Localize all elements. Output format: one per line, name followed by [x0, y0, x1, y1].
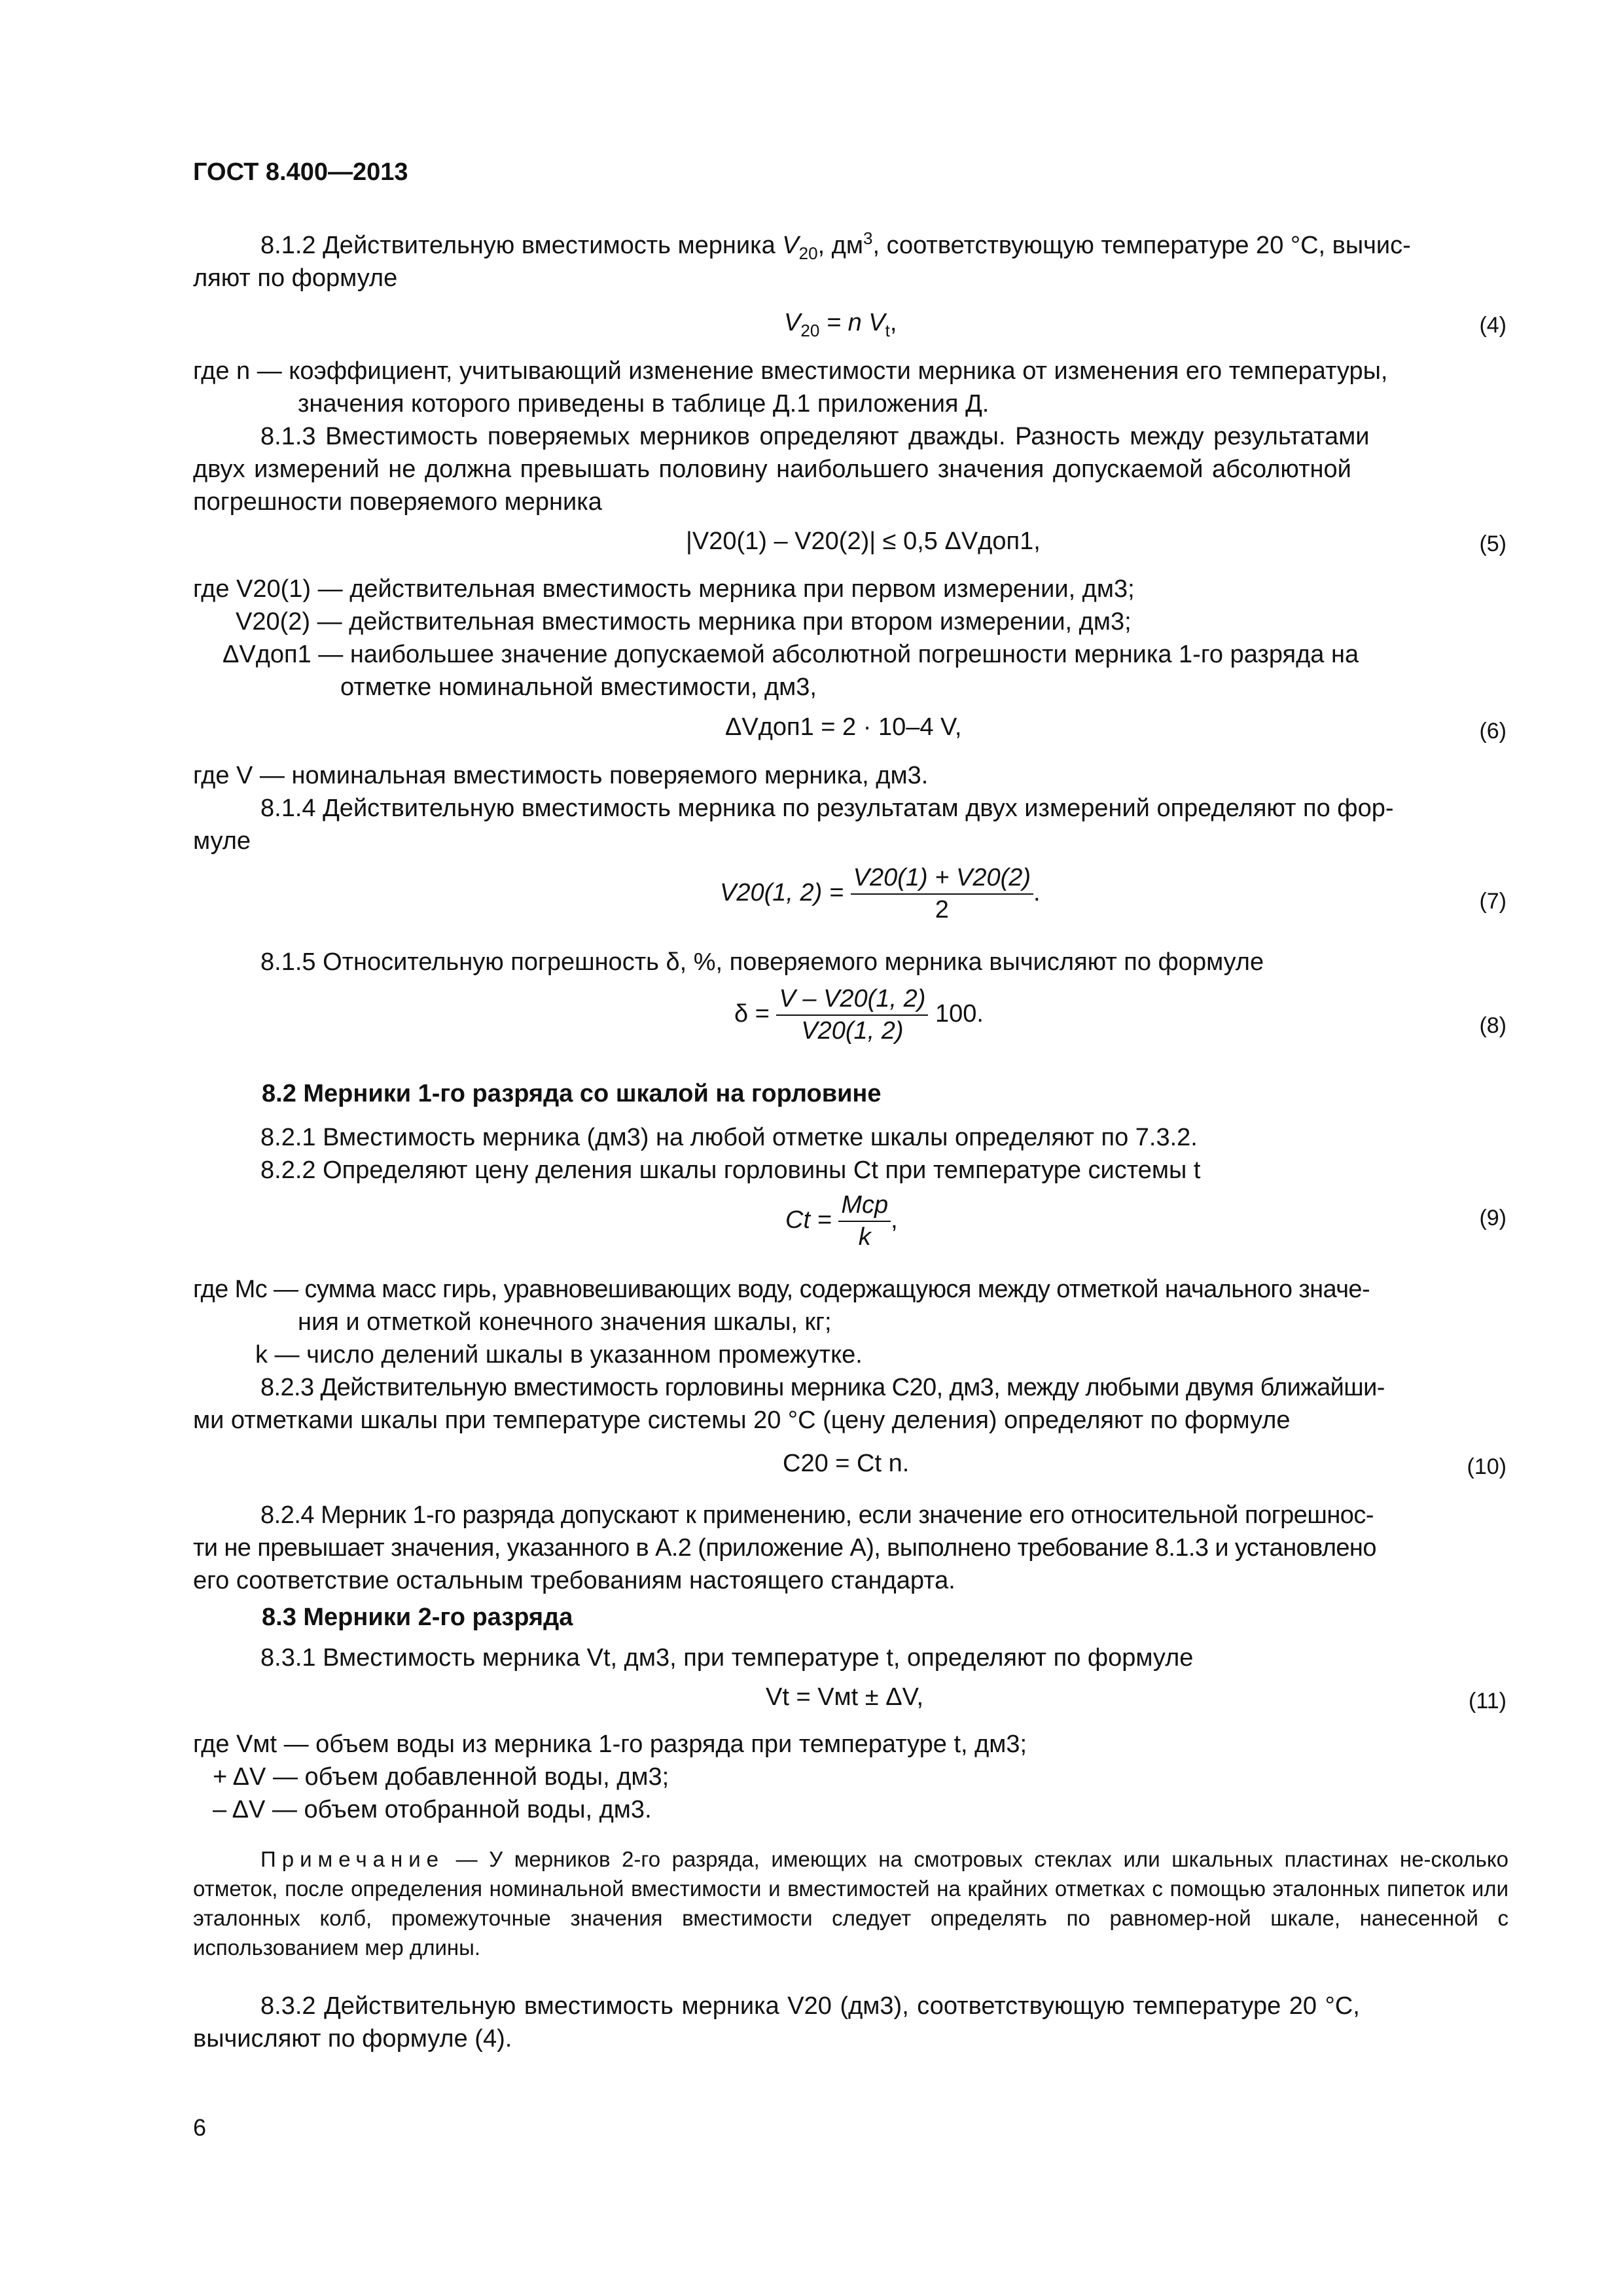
paragraph-8-2-2: 8.2.2 Определяют цену деления шкалы горловины Ct при температуре системы t	[260, 1157, 1201, 1184]
paragraph-8-1-5: 8.1.5 Относительную погрешность δ, %, поверяемого мерника вычисляют по формуле	[260, 948, 1264, 976]
paragraph-8-1-2	[260, 229, 1411, 262]
text: , дм	[817, 232, 863, 259]
equation-number-8: (8)	[1479, 1013, 1507, 1038]
fraction	[851, 864, 1033, 924]
where-clause-9-line3: k — число делений шкалы в указанном промежутке.	[255, 1341, 863, 1369]
equation-6: ΔVдоп1 = 2 · 10–4 V,	[725, 713, 962, 741]
paragraph-8-1-3-line3: погрешности поверяемого мерника	[193, 488, 602, 516]
equation-number-11: (11)	[1469, 1689, 1507, 1713]
fraction	[776, 985, 928, 1045]
equation-9: Ct = $\frac{\text{Mcp}}{k}$ ,	[785, 1191, 898, 1251]
equation-7: V20(1, 2) = $\frac{V20(1) + V20(2)}{2}$ .	[720, 864, 1041, 924]
expression: = n V	[819, 309, 885, 336]
denominator: V20(1, 2)	[801, 1017, 904, 1045]
note-block	[193, 1844, 1508, 1962]
equation-5: |V20(1) – V20(2)| ≤ 0,5 ΔVдоп1,	[686, 528, 1041, 555]
text: , соответствующую температуре 20 °С, вычис-	[872, 232, 1411, 259]
equation-number-6: (6)	[1479, 719, 1507, 744]
numerator: Mcp	[838, 1191, 891, 1222]
where-clause-4: где n — коэффициент, учитывающий изменение вместимости мерника от изменения его температуры,	[193, 357, 1388, 385]
paragraph-8-1-2-line2: ляют по формуле	[193, 264, 398, 292]
where-clause-5-row2: V20(2) — действительная вместимость мерника при втором измерении, дм3;	[236, 608, 1132, 636]
where-clause-4-line2: значения которого приведены в таблице Д.1 приложения Д.	[298, 390, 990, 418]
lhs: δ =	[734, 1000, 770, 1028]
where-clause-11-row2: + ΔV — объем добавленной воды, дм3;	[213, 1763, 669, 1791]
equation-4	[784, 309, 897, 340]
where-clause-5-row3: ΔVдоп1 — наибольшее значение допускаемой абсолютной погрешности мерника 1-го разряда на	[223, 641, 1359, 668]
equation-11: Vt = Vмt ± ΔV,	[766, 1683, 924, 1711]
note-label: Примечание	[260, 1847, 445, 1871]
paragraph-8-2-4-line1: 8.2.4 Мерник 1-го разряда допускают к применению, если значение его относительной погрешнос-	[260, 1501, 1374, 1529]
lhs: V20(1, 2) =	[720, 879, 844, 907]
superscript: 3	[863, 228, 873, 248]
lhs: Ct =	[785, 1206, 832, 1234]
equation-number-10: (10)	[1467, 1454, 1507, 1479]
paragraph-8-1-4-line1: 8.1.4 Действительную вместимость мерника по результатам двух измерений определяют по фор-	[260, 795, 1394, 822]
section-heading-8-3: 8.3 Мерники 2-го разряда	[262, 1604, 573, 1631]
subscript: t	[885, 321, 890, 340]
equation-number-5: (5)	[1479, 531, 1507, 556]
where-clause-5-row3b: отметке номинальной вместимости, дм3,	[340, 673, 817, 701]
numerator: V – V20(1, 2)	[776, 985, 928, 1016]
section-heading-8-2: 8.2 Мерники 1-го разряда со шкалой на горловине	[262, 1080, 882, 1107]
denominator: 2	[935, 896, 949, 924]
paragraph-8-2-3-line2: ми отметками шкалы при температуре системы 20 °С (цену деления) определяют по формуле	[193, 1407, 1291, 1434]
variable: V	[782, 232, 799, 259]
text: 8.1.2 Действительную вместимость мерника	[260, 232, 783, 259]
fraction	[838, 1191, 891, 1251]
subscript: 20	[798, 243, 818, 263]
equation-8	[734, 985, 984, 1045]
denominator: k	[858, 1223, 871, 1251]
paragraph-8-2-4-line3: его соответствие остальным требованиям настоящего стандарта.	[193, 1567, 955, 1594]
tail: 100.	[935, 1000, 984, 1028]
where-clause-9-line1: где Mc — сумма масс гирь, уравновешивающих воду, содержащуюся между отметкой начального значе-	[193, 1276, 1370, 1303]
where-clause-11-row1: где Vмt — объем воды из мерника 1-го разряда при температуре t, дм3;	[193, 1731, 1027, 1758]
punct: ,	[889, 309, 897, 336]
paragraph-8-2-4-line2: ти не превышает значения, указанного в А.2 (приложение А), выполнено требование 8.1.3 и установлено	[193, 1534, 1376, 1562]
equation-number-7: (7)	[1479, 889, 1507, 914]
page-number: 6	[193, 2114, 207, 2141]
paragraph-8-3-2-line2: вычисляют по формуле (4).	[193, 2025, 512, 2053]
paragraph-8-2-3-line1: 8.2.3 Действительную вместимость горловины мерника C20, дм3, между любыми двумя ближайши-	[260, 1374, 1385, 1401]
where-clause-6: где V — номинальная вместимость поверяемого мерника, дм3.	[193, 762, 929, 789]
equation-number-9: (9)	[1479, 1206, 1507, 1230]
where-clause-11-row3: – ΔV — объем отобранной воды, дм3.	[213, 1796, 652, 1823]
where-clause-5-row1: где V20(1) — действительная вместимость мерника при первом измерении, дм3;	[193, 575, 1135, 603]
paragraph-8-1-3-line2: двух измерений не должна превышать половину наибольшего значения допускаемой абсолютной	[193, 456, 1351, 483]
subscript: 20	[800, 321, 820, 340]
equation-number-4: (4)	[1479, 313, 1507, 338]
paragraph-8-1-4-line2: муле	[193, 827, 251, 855]
variable: V	[784, 309, 801, 336]
document-header: ГОСТ 8.400—2013	[193, 158, 408, 186]
paragraph-8-2-1: 8.2.1 Вместимость мерника (дм3) на любой отметке шкалы определяют по 7.3.2.	[260, 1124, 1198, 1151]
paragraph-8-3-1: 8.3.1 Вместимость мерника Vt, дм3, при температуре t, определяют по формуле	[260, 1644, 1194, 1672]
paragraph-8-3-2-line1: 8.3.2 Действительную вместимость мерника V20 (дм3), соответствующую температуре 20 °С,	[260, 1992, 1360, 2020]
paragraph-8-1-3-line1: 8.1.3 Вместимость поверяемых мерников определяют дважды. Разность между результатами	[260, 423, 1370, 450]
note-text: — У мерников 2-го разряда, имеющих на смотровых стеклах или шкальных пластинах не-сколько отметок, после определения номинальной вместимости и вместимостей на крайних отметках с помощью эталонных пипеток или эталонных колб, промежуточные значения вместимости следует определять по равномер-ной шкале, нанесенной с использованием мер длины.	[193, 1847, 1508, 1960]
where-clause-9-line2: ния и отметкой конечного значения шкалы, кг;	[298, 1308, 832, 1336]
numerator: V20(1) + V20(2)	[851, 864, 1033, 895]
equation-10: C20 = Ct n.	[783, 1450, 910, 1477]
